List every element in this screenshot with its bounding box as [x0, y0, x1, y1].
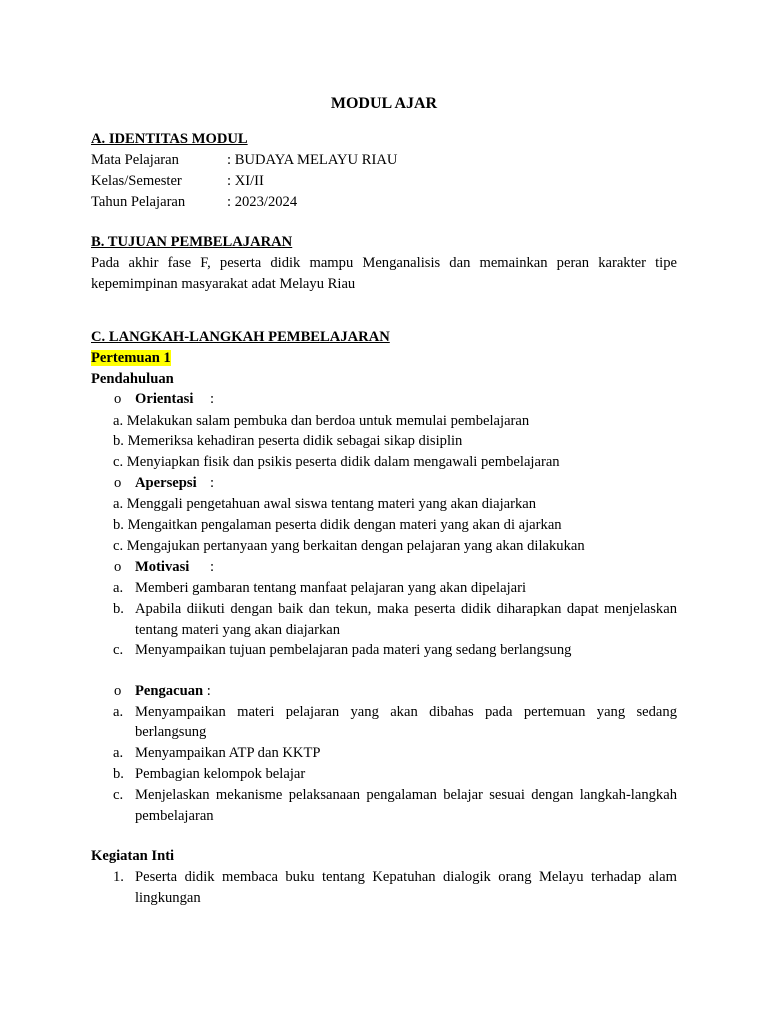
bullet-apersepsi: o — [114, 475, 122, 491]
apersepsi-item-a: a. Menggali pengetahuan awal siswa tentang materi yang akan diajarkan — [113, 496, 537, 512]
identity-value-year: : 2023/2024 — [227, 194, 298, 210]
intro-heading: Pendahuluan — [91, 371, 174, 387]
orientasi-item-c: c. Menyiapkan fisik dan psikis peserta didik dalam mengawali pembelajaran — [113, 454, 560, 470]
pengacuan-title: Pengacuan — [135, 683, 204, 699]
apersepsi-title: Apersepsi — [135, 475, 197, 491]
orientasi-item-b: b. Memeriksa kehadiran peserta didik sebagai sikap disiplin — [113, 433, 463, 449]
section-a-heading: A. IDENTITAS MODUL — [91, 131, 248, 147]
objective-line-2: kepemimpinan masyarakat adat Melayu Riau — [91, 276, 356, 292]
section-c-heading: C. LANGKAH-LANGKAH PEMBELAJARAN — [91, 329, 390, 345]
motivasi-item-c: Menyampaikan tujuan pembelajaran pada materi yang sedang berlangsung — [135, 642, 572, 658]
pengacuan-mark-2: a. — [113, 745, 124, 761]
pengacuan-colon: : — [206, 683, 211, 699]
apersepsi-colon: : — [210, 475, 215, 491]
core-activity-heading: Kegiatan Inti — [91, 848, 175, 864]
identity-value-class: : XI/II — [227, 173, 264, 189]
bullet-pengacuan: o — [114, 683, 122, 699]
motivasi-item-b-line-2: tentang materi yang akan diajarkan — [135, 622, 341, 638]
pengacuan-mark-3: b. — [113, 766, 124, 782]
pengacuan-item-1-line-1: Menyampaikan materi pelajaran yang akan dibahas pada pertemuan yang sedang — [135, 704, 677, 720]
orientasi-title: Orientasi — [135, 391, 194, 407]
document-title: MODUL AJAR — [330, 95, 438, 112]
meeting-label — [91, 348, 171, 368]
orientasi-colon: : — [210, 391, 215, 407]
motivasi-mark-b: b. — [113, 601, 124, 617]
meeting-highlight: Pertemuan 1 — [91, 350, 171, 366]
apersepsi-item-b: b. Mengaitkan pengalaman peserta didik dengan materi yang akan di ajarkan — [113, 517, 562, 533]
pengacuan-mark-4: c. — [113, 787, 124, 803]
motivasi-title: Motivasi — [135, 559, 190, 575]
motivasi-item-b-line-1: Apabila diikuti dengan baik dan tekun, maka peserta didik diharapkan dapat menjelaskan — [135, 601, 677, 617]
motivasi-colon: : — [210, 559, 215, 575]
pengacuan-item-2: Menyampaikan ATP dan KKTP — [135, 745, 321, 761]
pengacuan-heading — [135, 681, 211, 701]
identity-value-subject: : BUDAYA MELAYU RIAU — [227, 152, 398, 168]
core-activity-mark-1: 1. — [113, 869, 124, 885]
pengacuan-item-4-line-2: pembelajaran — [135, 808, 214, 824]
objective-line-1: Pada akhir fase F, peserta didik mampu Menganalisis dan memainkan peran karakter tipe — [91, 255, 677, 271]
bullet-orientasi: o — [114, 391, 122, 407]
motivasi-mark-c: c. — [113, 642, 124, 658]
section-b-heading: B. TUJUAN PEMBELAJARAN — [91, 234, 293, 250]
pengacuan-mark-1: a. — [113, 704, 124, 720]
motivasi-item-a: Memberi gambaran tentang manfaat pelajaran yang akan dipelajari — [135, 580, 527, 596]
identity-label-year: Tahun Pelajaran — [91, 194, 186, 210]
bullet-motivasi: o — [114, 559, 122, 575]
identity-label-class: Kelas/Semester — [91, 173, 182, 189]
core-activity-item-1-line-2: lingkungan — [135, 890, 201, 906]
pengacuan-item-4-line-1: Menjelaskan mekanisme pelaksanaan pengalaman belajar sesuai dengan langkah-langkah — [135, 787, 677, 803]
orientasi-item-a: a. Melakukan salam pembuka dan berdoa untuk memulai pembelajaran — [113, 413, 530, 429]
pengacuan-item-3: Pembagian kelompok belajar — [135, 766, 306, 782]
apersepsi-item-c: c. Mengajukan pertanyaan yang berkaitan dengan pelajaran yang akan dilakukan — [113, 538, 585, 554]
motivasi-mark-a: a. — [113, 580, 124, 596]
pengacuan-item-1-line-2: berlangsung — [135, 724, 207, 740]
identity-label-subject: Mata Pelajaran — [91, 152, 179, 168]
core-activity-item-1-line-1: Peserta didik membaca buku tentang Kepatuhan dialogik orang Melayu terhadap alam — [135, 869, 677, 885]
